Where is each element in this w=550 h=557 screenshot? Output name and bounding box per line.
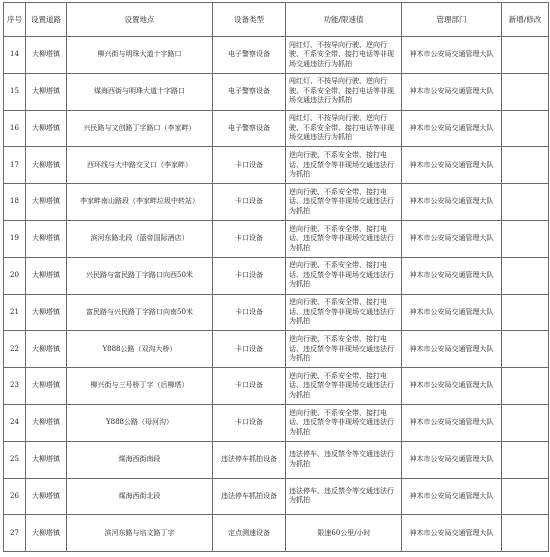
cell-function-limit: 逆向行驶、不系安全带、接打电话、违反禁令等非现场交通违法行为抓拍	[286, 257, 402, 294]
header-function-limit: 功能/限速值	[286, 3, 402, 37]
cell-no: 21	[4, 294, 26, 331]
cell-road: 大柳塔镇	[26, 294, 67, 331]
cell-department: 神木市公安局交通管理大队	[402, 257, 502, 294]
cell-road: 大柳塔镇	[26, 257, 67, 294]
cell-device-type: 卡口设备	[213, 294, 286, 331]
table-row	[4, 515, 549, 552]
cell-device-type: 卡口设备	[213, 368, 286, 405]
cell-function-limit: 逆向行驶、不系安全带、接打电话、违反禁令等非现场交通违法行为抓拍	[286, 404, 402, 441]
cell-no: 20	[4, 257, 26, 294]
cell-department: 神木市公安局交通管理大队	[402, 37, 502, 74]
table-row	[4, 37, 549, 74]
cell-function-limit: 违法停车、违反禁令等交通违法行为抓拍	[286, 478, 402, 515]
cell-no: 23	[4, 368, 26, 405]
cell-location: 李家畔南山路段（李家畔垃圾中转站）	[67, 184, 213, 221]
cell-device-type: 卡口设备	[213, 147, 286, 184]
cell-location: 兴民路与富民路丁字路口向西50米	[67, 257, 213, 294]
cell-location: 滨河东路与培文路丁字	[67, 515, 213, 552]
cell-device-type: 定点测速设备	[213, 515, 286, 552]
cell-function-limit: 违法停车、违反禁令等交通违法行为抓拍	[286, 441, 402, 478]
cell-device-type: 卡口设备	[213, 257, 286, 294]
cell-road: 大柳塔镇	[26, 404, 67, 441]
cell-road: 大柳塔镇	[26, 368, 67, 405]
cell-department: 神木市公安局交通管理大队	[402, 294, 502, 331]
cell-department: 神木市公安局交通管理大队	[402, 515, 502, 552]
cell-road: 大柳塔镇	[26, 331, 67, 368]
cell-road: 大柳塔镇	[26, 110, 67, 147]
cell-no: 17	[4, 147, 26, 184]
cell-function-limit: 逆向行驶、不系安全带、接打电话、违反禁令等非现场交通违法行为抓拍	[286, 294, 402, 331]
cell-device-type: 卡口设备	[213, 331, 286, 368]
cell-function-limit: 闯红灯、不按导向行驶、逆向行驶、不系安全带、接打电话等非现场交通违法行为抓拍	[286, 73, 402, 110]
cell-new-modify	[502, 368, 549, 405]
cell-location: 滨河东路北段（蓝帝国际酒店）	[67, 220, 213, 257]
cell-function-limit: 逆向行驶、不系安全带、接打电话、违反禁令等非现场交通违法行为抓拍	[286, 184, 402, 221]
table-row	[4, 441, 549, 478]
table-row	[4, 73, 549, 110]
table-row	[4, 331, 549, 368]
cell-road: 大柳塔镇	[26, 147, 67, 184]
cell-function-limit: 闯红灯、不按导向行驶、逆向行驶、不系安全带、接打电话等非现场交通违法行为抓拍	[286, 110, 402, 147]
cell-location: 煤海西街北段	[67, 478, 213, 515]
traffic-device-table	[3, 2, 549, 552]
table-row	[4, 294, 549, 331]
cell-new-modify	[502, 110, 549, 147]
cell-device-type: 卡口设备	[213, 220, 286, 257]
cell-department: 神木市公安局交通管理大队	[402, 441, 502, 478]
cell-location: Y888公路（双沟大桥）	[67, 331, 213, 368]
cell-location: 兴民路与文创路丁字路口（李家畔）	[67, 110, 213, 147]
cell-new-modify	[502, 478, 549, 515]
cell-department: 神木市公安局交通管理大队	[402, 368, 502, 405]
cell-function-limit: 限速60公里/小时	[286, 515, 402, 552]
cell-no: 15	[4, 73, 26, 110]
cell-function-limit: 逆向行驶、不系安全带、接打电话、违反禁令等非现场交通违法行为抓拍	[286, 147, 402, 184]
cell-no: 26	[4, 478, 26, 515]
table-row	[4, 184, 549, 221]
cell-road: 大柳塔镇	[26, 515, 67, 552]
cell-location: 柳兴街与明珠大道十字路口	[67, 37, 213, 74]
table-row	[4, 404, 549, 441]
header-location: 设置地点	[67, 3, 213, 37]
cell-device-type: 违法停车抓拍设备	[213, 478, 286, 515]
cell-department: 神木市公安局交通管理大队	[402, 184, 502, 221]
cell-no: 16	[4, 110, 26, 147]
cell-device-type: 违法停车抓拍设备	[213, 441, 286, 478]
cell-department: 神木市公安局交通管理大队	[402, 110, 502, 147]
cell-function-limit: 逆向行驶、不系安全带、接打电话、违反禁令等非现场交通违法行为抓拍	[286, 331, 402, 368]
cell-function-limit: 逆向行驶、不系安全带、接打电话、违反禁令等非现场交通违法行为抓拍	[286, 220, 402, 257]
cell-road: 大柳塔镇	[26, 478, 67, 515]
cell-no: 19	[4, 220, 26, 257]
cell-device-type: 电子警察设备	[213, 37, 286, 74]
cell-new-modify	[502, 294, 549, 331]
table-body	[4, 37, 549, 552]
cell-road: 大柳塔镇	[26, 184, 67, 221]
table-row	[4, 147, 549, 184]
table-row	[4, 257, 549, 294]
cell-new-modify	[502, 404, 549, 441]
cell-new-modify	[502, 73, 549, 110]
cell-no: 27	[4, 515, 26, 552]
cell-new-modify	[502, 257, 549, 294]
table-row	[4, 368, 549, 405]
cell-new-modify	[502, 220, 549, 257]
cell-department: 神木市公安局交通管理大队	[402, 220, 502, 257]
table-row	[4, 110, 549, 147]
cell-function-limit: 逆向行驶、不系安全带、接打电话、违反禁令等非现场交通违法行为抓拍	[286, 368, 402, 405]
header-new-modify: 新增/修改	[502, 3, 549, 37]
cell-location: Y888公路（母河沟）	[67, 404, 213, 441]
cell-road: 大柳塔镇	[26, 73, 67, 110]
table-header-row	[4, 3, 549, 37]
cell-department: 神木市公安局交通管理大队	[402, 331, 502, 368]
header-no: 序号	[4, 3, 26, 37]
cell-department: 神木市公安局交通管理大队	[402, 478, 502, 515]
cell-location: 柳兴街与三号桥丁字（后柳塔）	[67, 368, 213, 405]
cell-new-modify	[502, 515, 549, 552]
cell-new-modify	[502, 441, 549, 478]
cell-new-modify	[502, 184, 549, 221]
cell-new-modify	[502, 147, 549, 184]
cell-no: 22	[4, 331, 26, 368]
header-device-type: 设备类型	[213, 3, 286, 37]
cell-location: 西环线与大中路交叉口（李家畔）	[67, 147, 213, 184]
cell-new-modify	[502, 331, 549, 368]
cell-no: 24	[4, 404, 26, 441]
cell-device-type: 卡口设备	[213, 184, 286, 221]
cell-road: 大柳塔镇	[26, 37, 67, 74]
cell-location: 煤海西街与明珠大道十字路口	[67, 73, 213, 110]
cell-device-type: 电子警察设备	[213, 73, 286, 110]
cell-location: 煤海西街南段	[67, 441, 213, 478]
cell-department: 神木市公安局交通管理大队	[402, 404, 502, 441]
header-department: 管理部门	[402, 3, 502, 37]
cell-device-type: 卡口设备	[213, 404, 286, 441]
cell-location: 富民路与兴民路丁字路口向南50米	[67, 294, 213, 331]
cell-department: 神木市公安局交通管理大队	[402, 73, 502, 110]
cell-no: 25	[4, 441, 26, 478]
cell-device-type: 电子警察设备	[213, 110, 286, 147]
cell-no: 14	[4, 37, 26, 74]
cell-department: 神木市公安局交通管理大队	[402, 147, 502, 184]
header-road: 设置道路	[26, 3, 67, 37]
cell-new-modify	[502, 37, 549, 74]
cell-road: 大柳塔镇	[26, 220, 67, 257]
cell-no: 18	[4, 184, 26, 221]
table-row	[4, 478, 549, 515]
cell-road: 大柳塔镇	[26, 441, 67, 478]
table-row	[4, 220, 549, 257]
cell-function-limit: 闯红灯、不按导向行驶、逆向行驶、不系安全带、接打电话等非现场交通违法行为抓拍	[286, 37, 402, 74]
